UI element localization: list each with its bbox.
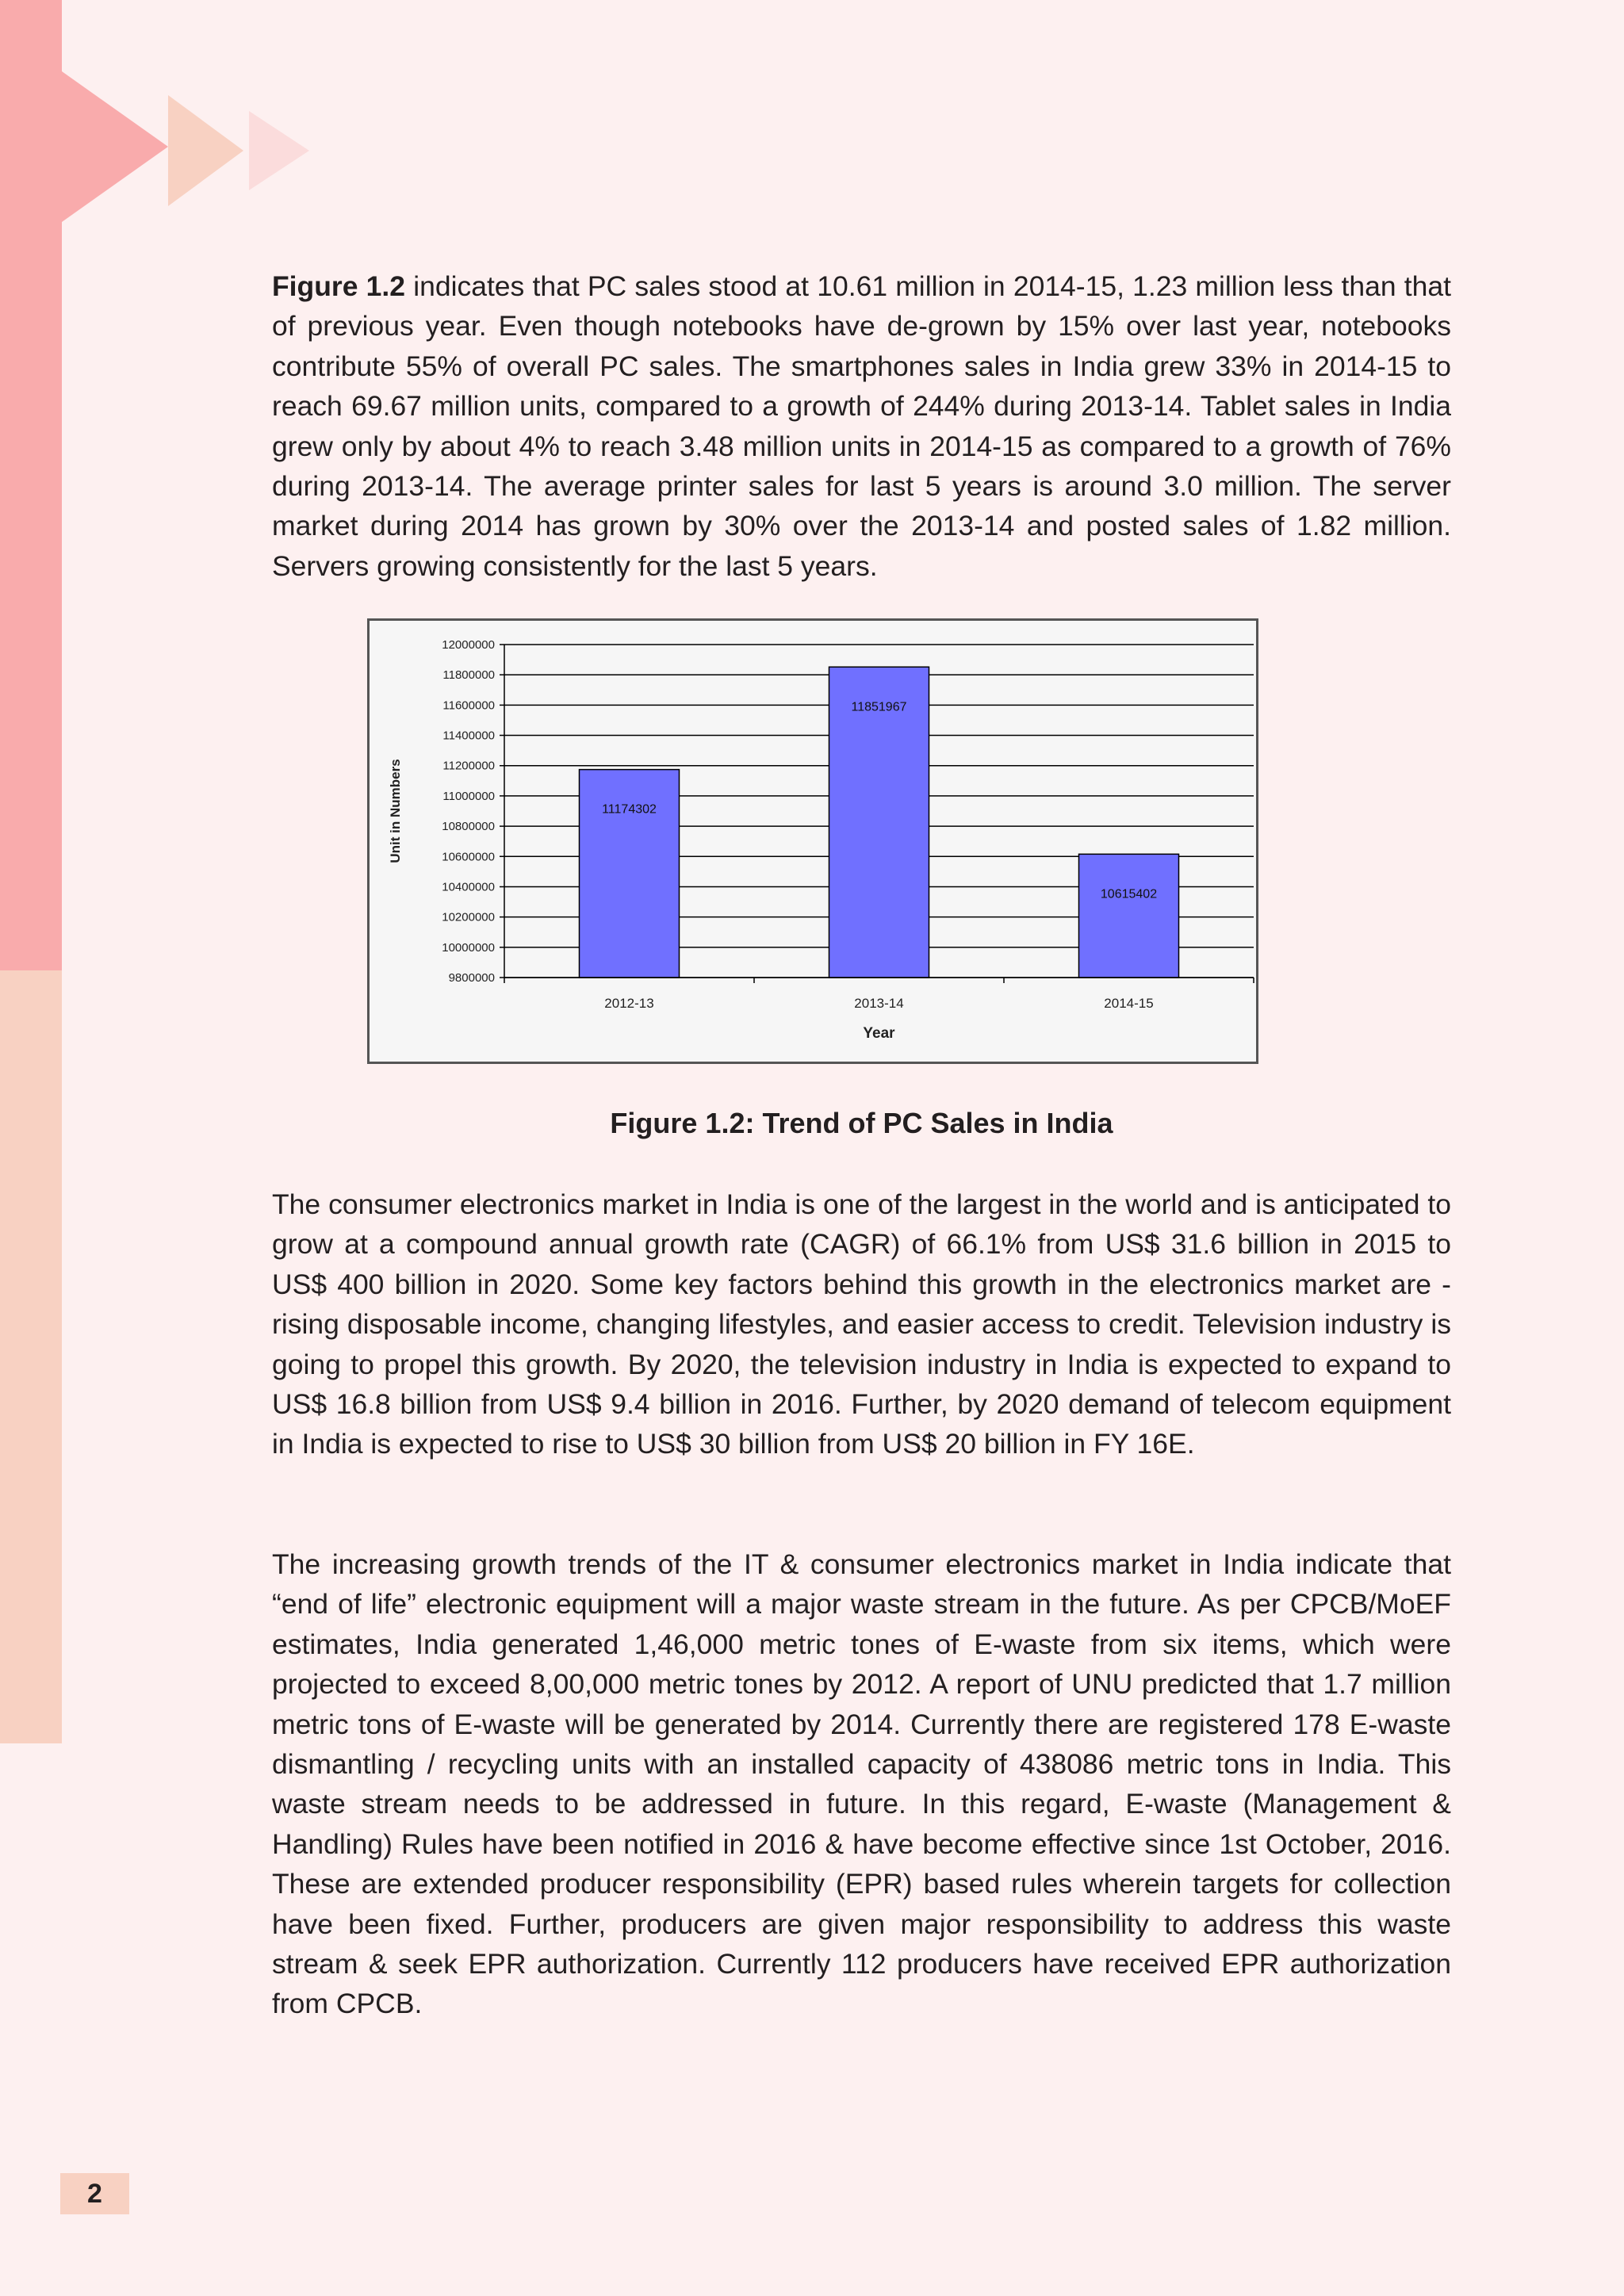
figure-reference: Figure 1.2 (272, 270, 406, 302)
y-tick-label: 10200000 (442, 910, 495, 924)
bar (1079, 854, 1179, 978)
bar-value-label: 10615402 (1100, 887, 1158, 901)
y-tick-label: 11600000 (442, 698, 495, 713)
pc-sales-chart (367, 618, 1258, 1064)
x-tick-label: 2014-15 (1104, 996, 1154, 1011)
decorative-arrows-icon (0, 0, 317, 238)
bar-chart (370, 621, 1256, 1062)
y-tick-label: 11400000 (442, 729, 495, 743)
x-tick-label: 2012-13 (604, 996, 654, 1011)
y-axis-title: Unit in Numbers (388, 759, 403, 863)
y-tick-label: 10800000 (442, 820, 495, 834)
y-tick-label: 10400000 (442, 880, 495, 894)
figure-caption: Figure 1.2: Trend of PC Sales in India (610, 1107, 1113, 1139)
y-tick-label: 10000000 (442, 940, 495, 955)
bar-value-label: 11851967 (851, 700, 907, 714)
y-tick-label: 11800000 (442, 668, 495, 683)
paragraph-consumer-electronics: The consumer electronics market in India is one of the largest in the world and is anticipated to grow at a compound annual growth rate (CAGR) of 66.1% from US$ 31.6 billion in 2015 to US$ 400 billion in 2020. Some key factors behind this growth in the electronics market are - rising disposable income, changing lifestyles, and easier access to credit. Television industry is going to propel this growth. By 2020, the television industry in India is expected to expand to US$ 16.8 billion from US$ 9.4 billion in 2016. Further, by 2020 demand of telecom equipment in India is expected to rise to US$ 30 billion from US$ 20 billion in FY 16E. (272, 1188, 1451, 1460)
y-tick-label: 9800000 (448, 971, 495, 985)
bar-value-label: 11174302 (602, 802, 657, 817)
x-tick-label: 2013-14 (854, 996, 904, 1011)
y-tick-label: 11200000 (442, 759, 495, 773)
side-band-bottom (0, 970, 62, 1743)
bar (580, 770, 680, 978)
paragraph-pc-sales (272, 266, 1451, 586)
paragraph-pc-sales-text: indicates that PC sales stood at 10.61 million in 2014-15, 1.23 million less than that of previous year. Even though notebooks have de-grown by 15% over last year, notebooks contribute 55% of overall PC sales. The smartphones sales in India grew 33% in 2014-15 to reach 69.67 million units, compared to a growth of 244% during 2013-14. Tablet sales in India grew only by about 4% to reach 3.48 million units in 2014-15 as compared to a growth of 76% during 2013-14. The average printer sales for last 5 years is around 3.0 million. The server market during 2014 has grown by 30% over the 2013-14 and posted sales of 1.82 million. Servers growing consistently for the last 5 years. (272, 270, 1451, 582)
page-number: 2 (60, 2173, 129, 2214)
x-axis-title: Year (863, 1025, 895, 1042)
chart-labels (388, 638, 1157, 1042)
paragraph-ewaste: The increasing growth trends of the IT & consumer electronics market in India indicate that “end of life” electronic equipment will a major waste stream in the future. As per CPCB/MoEF estimates, India generated 1,46,000 metric tones of E-waste from six items, which were projected to exceed 8,00,000 metric tones by 2012. A report of UNU predicted that 1.7 million metric tons of E-waste will be generated by 2014. Currently there are registered 178 E-waste dismantling / recycling units with an installed capacity of 438086 metric tons in India. This waste stream needs to be addressed in future. In this regard, E-waste (Management & Handling) Rules have been notified in 2016 & have become effective since 1st October, 2016. These are extended producer responsibility (EPR) based rules wherein targets for collection have been fixed. Further, producers are given major responsibility to address this waste stream & seek EPR authorization. Currently 112 producers have received EPR authorization from CPCB. (272, 1548, 1451, 2020)
y-tick-label: 12000000 (442, 638, 495, 652)
y-tick-label: 10600000 (442, 850, 495, 864)
y-tick-label: 11000000 (442, 789, 495, 803)
